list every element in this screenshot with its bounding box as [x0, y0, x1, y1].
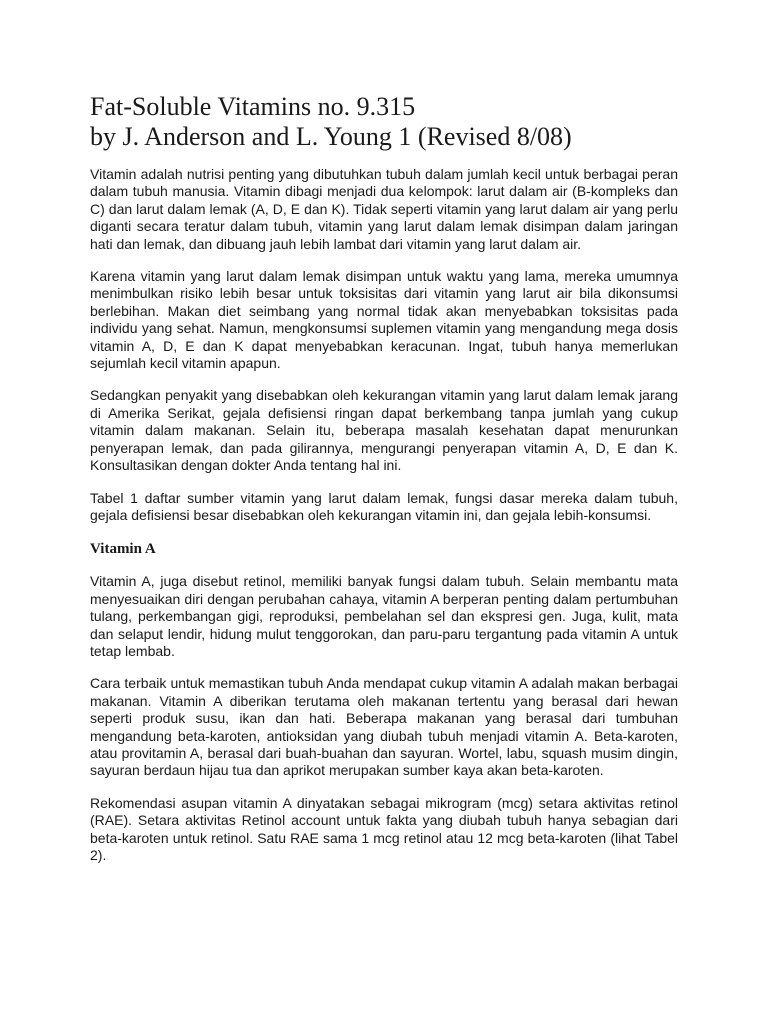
- title-line-1: Fat-Soluble Vitamins no. 9.315: [90, 92, 416, 121]
- paragraph-toxicity: Karena vitamin yang larut dalam lemak disimpan untuk waktu yang lama, mereka umumnya menimbulkan risiko lebih besar untuk toksisitas dari vitamin yang larut air bila dikonsumsi berlebihan. Makan diet seimbang yang normal tidak akan menyebabkan toksisitas pada individu yang sehat. Namun, mengkonsumsi suplemen vitamin yang mengandung mega dosis vitamin A, D, E dan K dapat menyebabkan keracunan. Ingat, tubuh hanya memerlukan sejumlah kecil vitamin apapun.: [90, 268, 678, 372]
- title-line-2: by J. Anderson and L. Young 1 (Revised 8/08): [90, 122, 572, 151]
- paragraph-vitamin-a-intake: Rekomendasi asupan vitamin A dinyatakan sebagai mikrogram (mcg) setara aktivitas retinol (RAE). Setara aktivitas Retinol account untuk fakta yang diubah tubuh hanya sebagian dari beta-karoten untuk retinol. Satu RAE sama 1 mcg retinol atau 12 mcg beta-karoten (lihat Tabel 2).: [90, 794, 678, 863]
- paragraph-vitamin-a-functions: Vitamin A, juga disebut retinol, memiliki banyak fungsi dalam tubuh. Selain membantu mata menyesuaikan diri dengan perubahan cahaya, vitamin A berperan penting dalam pertumbuhan tulang, perkembangan gigi, reproduksi, pembelahan sel dan ekspresi gen. Juga, kulit, mata dan selaput lendir, hidung mulut tenggorokan, dan paru-paru tergantung pada vitamin A untuk tetap lembab.: [90, 573, 678, 659]
- section-heading-vitamin-a: Vitamin A: [90, 541, 156, 558]
- paragraph-vitamin-a-sources: Cara terbaik untuk memastikan tubuh Anda mendapat cukup vitamin A adalah makan berbagai makanan. Vitamin A diberikan terutama oleh makanan tertentu yang berasal dari hewan seperti produk susu, ikan dan hati. Beberapa makanan yang berasal dari tumbuhan mengandung beta-karoten, antioksidan yang diubah tubuh menjadi vitamin A. Beta-karoten, atau provitamin A, berasal dari buah-buahan dan sayuran. Wortel, labu, squash musim dingin, sayuran berdaun hijau tua dan aprikot merupakan sumber kaya akan beta-karoten.: [90, 675, 678, 779]
- document-page: [90, 92, 678, 879]
- paragraph-deficiency: Sedangkan penyakit yang disebabkan oleh kekurangan vitamin yang larut dalam lemak jarang di Amerika Serikat, gejala defisiensi ringan dapat berkembang tanpa jumlah yang cukup vitamin dalam makanan. Selain itu, beberapa masalah kesehatan dapat menurunkan penyerapan lemak, dan pada gilirannya, mengurangi penyerapan vitamin A, D, E dan K. Konsultasikan dengan dokter Anda tentang hal ini.: [90, 387, 678, 474]
- paragraph-intro: Vitamin adalah nutrisi penting yang dibutuhkan tubuh dalam jumlah kecil untuk berbagai peran dalam tubuh manusia. Vitamin dibagi menjadi dua kelompok: larut dalam air (B-kompleks dan C) dan larut dalam lemak (A, D, E dan K). Tidak seperti vitamin yang larut dalam air yang perlu diganti secara teratur dalam tubuh, vitamin yang larut dalam lemak disimpan dalam jaringan hati dan lemak, dan dibuang jauh lebih lambat dari vitamin yang larut dalam air.: [90, 166, 678, 252]
- document-title: [90, 92, 678, 152]
- paragraph-table-reference: Tabel 1 daftar sumber vitamin yang larut dalam lemak, fungsi dasar mereka dalam tubuh, gejala defisiensi besar disebabkan oleh kekurangan vitamin ini, dan gejala lebih-konsumsi.: [90, 489, 678, 523]
